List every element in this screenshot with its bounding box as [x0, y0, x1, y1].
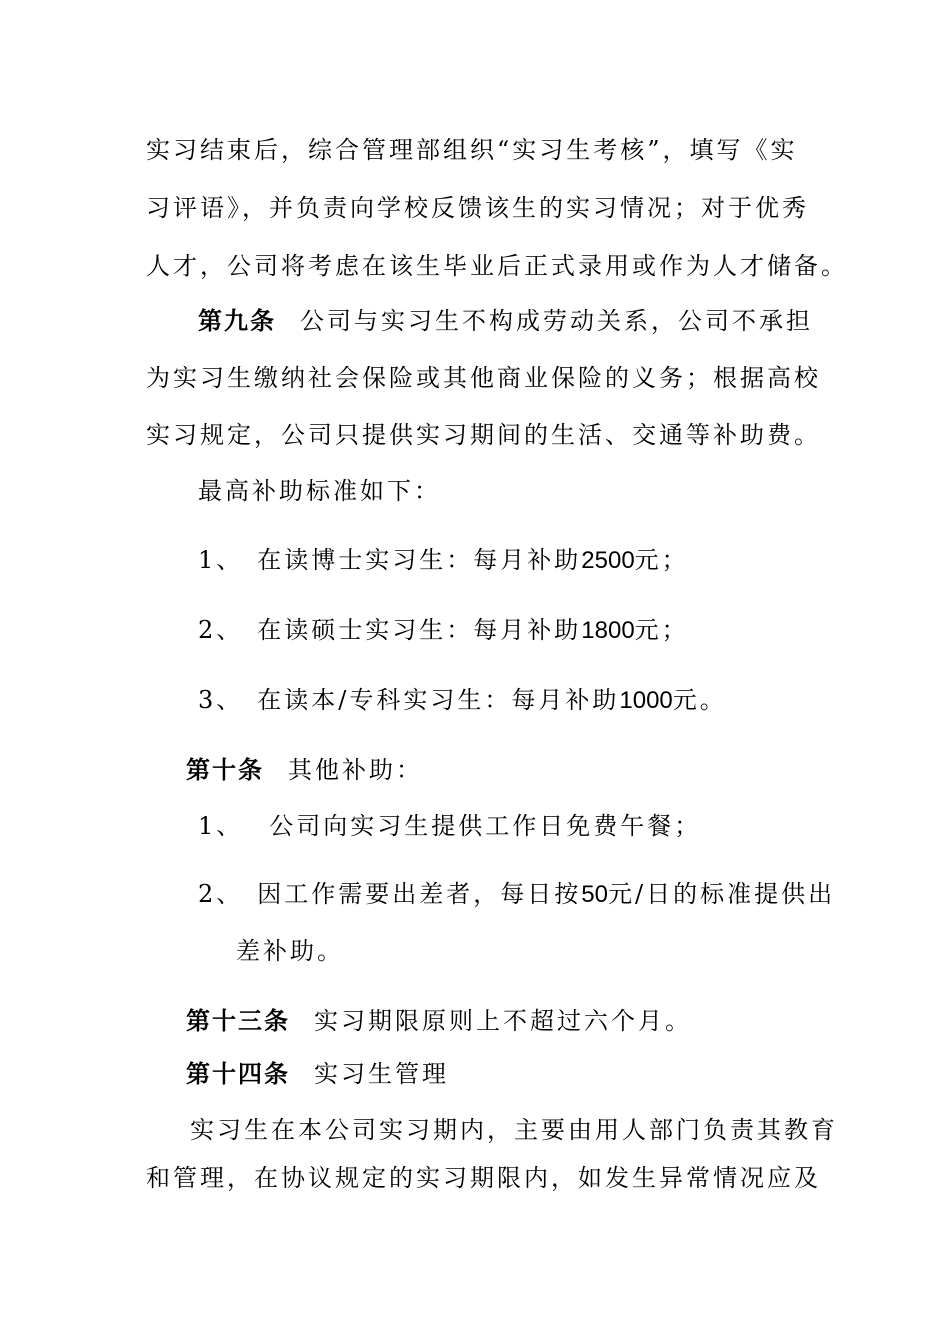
list-number: 2、	[198, 880, 244, 908]
article-14-body-line1: 实习生在本公司实习期内，主要由用人部门负责其教育	[190, 1116, 838, 1144]
travel-amount: 50	[581, 881, 608, 908]
subsidy-item-text: 在读博士实习生：每月补助	[257, 546, 582, 574]
subsidy-amount: 1000	[619, 687, 673, 714]
p1-line1: 实习结束后，综合管理部组织“实习生考核”，填写《实	[146, 136, 798, 164]
subsidy-item	[198, 544, 689, 577]
subsidy-amount: 1800	[581, 617, 635, 644]
article-9-line3: 实习规定，公司只提供实习期间的生活、交通等补助费。	[146, 421, 821, 449]
article-9-line2: 为实习生缴纳社会保险或其他商业保险的义务；根据高校	[146, 364, 821, 392]
article-9-heading: 第九条	[198, 306, 276, 335]
article-9-line1	[198, 305, 813, 337]
other-subsidy-text-end: 元/日的标准提供出	[607, 880, 836, 908]
p1-line2: 习评语》，并负责向学校反馈该生的实习情况；对于优秀	[146, 194, 809, 222]
article-10-text: 其他补助：	[288, 756, 423, 784]
subsidy-unit: 元；	[634, 546, 689, 574]
list-number: 2、	[198, 616, 244, 644]
other-subsidy-text: 因工作需要出差者，每日按	[257, 880, 582, 908]
article-13-line	[186, 1005, 692, 1037]
article-13-heading: 第十三条	[186, 1006, 290, 1035]
other-subsidy-item	[198, 878, 835, 911]
subsidy-item-text: 在读硕士实习生：每月补助	[257, 616, 582, 644]
p1-line3: 人才，公司将考虑在该生毕业后正式录用或作为人才储备。	[146, 252, 848, 280]
subsidy-amount: 2500	[581, 547, 635, 574]
subsidy-item	[198, 614, 689, 647]
article-14-line	[186, 1058, 449, 1090]
other-subsidy-text: 公司向实习生提供工作日免费午餐；	[269, 812, 702, 840]
subsidy-unit: 元。	[672, 686, 727, 714]
subsidy-unit: 元；	[634, 616, 689, 644]
subsidy-item-text: 在读本/专科实习生：每月补助	[257, 686, 620, 714]
list-number: 3、	[198, 686, 244, 714]
article-13-text: 实习期限原则上不超过六个月。	[314, 1007, 692, 1035]
article-14-heading: 第十四条	[186, 1059, 290, 1088]
article-10-line	[186, 754, 423, 786]
article-10-heading: 第十条	[186, 755, 264, 784]
subsidy-item	[198, 684, 727, 717]
other-subsidy-item	[198, 810, 701, 842]
other-subsidy-continuation: 差补助。	[236, 937, 344, 965]
list-number: 1、	[198, 546, 244, 574]
article-14-title: 实习生管理	[314, 1060, 449, 1088]
list-number: 1、	[198, 812, 244, 840]
subsidy-intro: 最高补助标准如下：	[198, 477, 441, 505]
article-9-text: 公司与实习生不构成劳动关系，公司不承担	[300, 307, 813, 335]
article-14-body-line2: 和管理，在协议规定的实习期限内，如发生异常情况应及	[146, 1164, 821, 1192]
